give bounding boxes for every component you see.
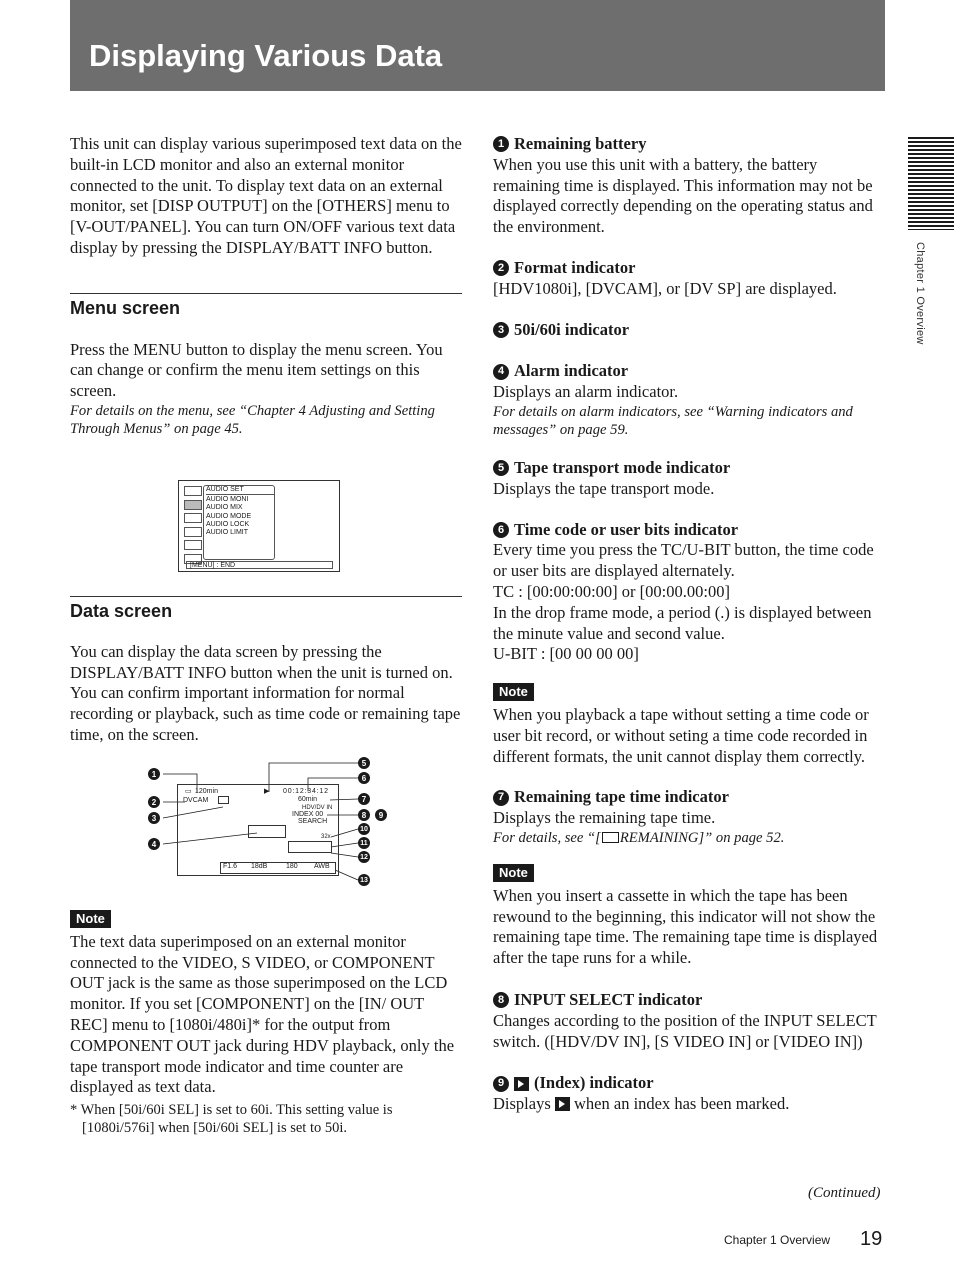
inout-icon [184,527,202,537]
reference-suffix: REMAINING]” on page 52. [619,829,785,846]
callout-11: 11 [358,837,370,849]
item-body: When you use this unit with a battery, the battery remaining time is displayed. This information may not be displayed correctly depending on the operating status and the environment. [493,154,873,237]
index-icon [555,1097,570,1111]
audio-icon [184,500,202,510]
hz-indicator-icon [218,796,229,804]
callout-3: 3 [148,812,160,824]
battery-icon: ▭ [185,788,192,795]
input-select: HDV/DV IN [302,805,333,811]
play-icon: ▶ [264,788,270,795]
drop-frame-text: In the drop frame mode, a period (.) is displayed between the minute value and second value. [493,602,872,643]
item-input-select [493,990,888,1052]
number-badge: 4 [493,364,509,380]
item-title: Format indicator [514,257,636,277]
data-screen-heading: Data screen [70,596,462,622]
intro-paragraph: This unit can display various superimposed text data on the built-in LCD monitor and also an external monitor connected to the unit. To display text data on an external monitor, set [DISP OUTPUT] on the [OTHERS] menu to [V-OUT/PANEL]. You can turn ON/OFF various text data display by pressing the DISPLAY/BATT INFO button. [70,134,462,257]
shutter-value: 180 [286,863,298,870]
item-body: Displays the tape transport mode. [493,478,715,498]
number-badge: 2 [493,260,509,276]
page-number: 19 [860,1228,883,1250]
audio-level-meter [288,841,332,853]
menu-item: AUDIO MODE [206,512,252,520]
item-title: Tape transport mode indicator [514,457,731,477]
item-50i-60i-indicator [493,320,888,341]
note-label: Note [70,910,111,928]
menu-item: AUDIO LIMIT [206,529,249,537]
item-body: Changes according to the position of the INPUT SELECT switch. ([HDV/DV IN], [S VIDEO IN] or [VIDEO IN]) [493,1010,877,1051]
body-prefix: Displays [493,1094,551,1114]
title-bar [70,0,885,91]
side-chapter-label: Chapter 1 Overview [914,242,926,345]
callout-12: 12 [358,851,370,863]
callout-5: 5 [358,757,370,769]
item-body: [HDV1080i], [DVCAM], or [DV SP] are displayed. [493,278,837,298]
item-title: Alarm indicator [514,361,629,381]
continued-label: (Continued) [808,1185,881,1201]
note-label: Note [493,683,534,701]
tape-icon [184,540,202,550]
item-remaining-battery [493,134,888,238]
number-badge: 6 [493,522,509,538]
menu-item: AUDIO MIX [206,504,243,512]
footnote: * When [50i/60i SEL] is set to 60i. This setting value is [1080i/576i] when [50i/60i SEL] is set to 50i. [70,1102,393,1137]
data-screen-text: You can display the data screen by pressing the DISPLAY/BATT INFO button when the unit is turned on. You can confirm important information for normal recording or playback, such as time code or remaining tape time, on the screen. [70,641,461,744]
tape-remaining: 60min [298,796,318,803]
item-format-indicator [493,258,888,300]
reference-prefix: For details, see “[ [493,829,601,846]
note-remaining-tape [493,862,888,969]
number-badge: 8 [493,992,509,1008]
menu-icon-column [184,486,202,567]
search-label: SEARCH [298,818,328,825]
audio-tools-icon [184,486,202,496]
menu-item-list [203,485,275,560]
number-badge: 1 [493,136,509,152]
item-time-code-user-bits [493,520,888,666]
data-screen-section [70,596,462,746]
number-badge: 5 [493,460,509,476]
note-text: The text data superimposed on an external monitor connected to the VIDEO, S VIDEO, or COMPONENT OUT jack is the same as those superimposed on the LCD monitor. If you set [COMPONENT] on the [IN/ OUT REC] menu to [1080i/480i]* for the output from COMPONENT OUT jack during HDV playback, only the tape transport mode indicator and time counter are displayed as text data. [70,931,455,1097]
menu-screen-heading: Menu screen [70,293,462,319]
menu-screen-reference: For details on the menu, see “Chapter 4 Adjusting and Setting Through Menus” on page 45. [70,402,435,437]
white-balance-value: AWB [314,863,330,870]
user-bits-format: U-BIT : [00 00 00 00] [493,644,639,664]
note-text: When you playback a tape without setting a time code or user bit record, or without seting a time code recorded in different formats, the unit cannot display them correctly. [493,704,869,766]
tape-icon [602,832,619,843]
item-body: Displays an alarm indicator. [493,382,679,402]
menu-screen-text: Press the MENU button to display the menu screen. You can change or confirm the menu item settings on this screen. [70,339,443,401]
menu-screen-figure [178,480,340,572]
menu-item: AUDIO SET [206,486,274,495]
gain-value: 18dB [251,863,268,870]
number-badge: 7 [493,790,509,806]
index-icon [514,1077,529,1091]
callout-8: 8 [358,809,370,821]
note-text: When you insert a cassette in which the tape has been rewound to the beginning, this indicator will not show the remaining tape time. The remaining tape time is displayed after the tape runs for a while. [493,885,878,968]
battery-time: 120min [195,788,218,795]
iris-value: F1.6 [223,863,238,870]
timecode-format: TC : [00:00:00:00] or [00:00.00:00] [493,581,730,601]
menu-item: AUDIO MONI [206,496,249,504]
callout-6: 6 [358,772,370,784]
body-suffix: when an index has been marked. [574,1094,790,1114]
callout-2: 2 [148,796,160,808]
callout-7: 7 [358,793,370,805]
note-label: Note [493,864,534,882]
item-tape-transport-mode [493,458,888,500]
item-body: Every time you press the TC/U-BIT button, the time code or user bits are displayed alternately. [493,540,874,581]
footer-chapter: Chapter 1 Overview [724,1233,831,1247]
left-column [70,134,462,438]
menu-footer: [MENU] : END [186,561,333,569]
item-title: Time code or user bits indicator [514,519,739,539]
note-time-code [493,681,888,767]
callout-13: 13 [358,874,370,886]
item-title: Remaining tape time indicator [514,787,729,807]
callout-10: 10 [358,823,370,835]
page-title: Displaying Various Data [89,38,443,73]
right-column [493,134,888,1115]
number-badge: 9 [493,1076,509,1092]
item-remaining-tape-time [493,787,888,847]
video-icon [184,513,202,523]
item-title: Remaining battery [514,134,647,153]
format-label: DVCAM [183,797,209,804]
item-title: 50i/60i indicator [514,319,630,339]
search-speed: 32x [321,834,331,840]
left-note-section [70,908,462,1137]
item-body: Displays the remaining tape time. [493,808,716,828]
item-alarm-indicator [493,361,888,439]
number-badge: 3 [493,322,509,338]
item-index-indicator [493,1073,888,1115]
item-reference [493,829,888,847]
item-reference: For details on alarm indicators, see “Warning indicators and messages” on page 59. [493,403,853,438]
chapter-tab [908,137,954,230]
callout-1: 1 [148,768,160,780]
callout-4: 4 [148,838,160,850]
alarm-indicator-icon [248,825,286,838]
menu-item: AUDIO LOCK [206,520,250,528]
item-body [493,1094,888,1115]
item-title: INPUT SELECT indicator [514,989,703,1009]
index-label: INDEX 00 [292,811,324,818]
timecode: 00:12:34:12 [283,788,329,795]
lcd-screen [177,784,339,876]
callout-9: 9 [375,809,387,821]
data-screen-figure [145,757,390,887]
item-title: (Index) indicator [534,1073,654,1093]
